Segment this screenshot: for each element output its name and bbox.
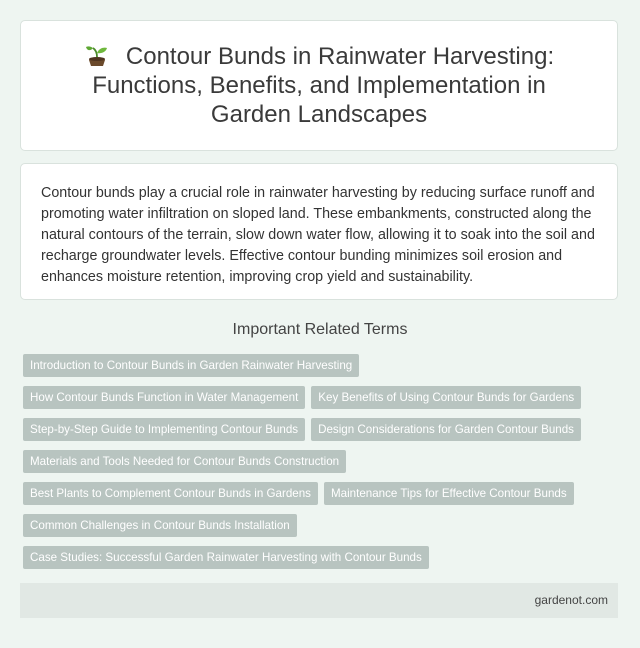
tag-how-function[interactable]: How Contour Bunds Function in Water Management (23, 386, 305, 409)
sprout-icon (84, 43, 110, 67)
tag-step-by-step[interactable]: Step-by-Step Guide to Implementing Contour Bunds (23, 418, 305, 441)
tag-row (23, 482, 623, 514)
tag-key-benefits[interactable]: Key Benefits of Using Contour Bunds for Gardens (311, 386, 581, 409)
tag-row (23, 354, 623, 386)
related-tags (23, 354, 623, 578)
tag-maintenance-tips[interactable]: Maintenance Tips for Effective Contour Bunds (324, 482, 574, 505)
tag-row (23, 546, 623, 578)
tag-best-plants[interactable]: Best Plants to Complement Contour Bunds in Gardens (23, 482, 318, 505)
tag-materials-tools[interactable]: Materials and Tools Needed for Contour Bunds Construction (23, 450, 346, 473)
tag-design-considerations[interactable]: Design Considerations for Garden Contour Bunds (311, 418, 581, 441)
tag-row (23, 418, 623, 450)
footer-site-link[interactable]: gardenot.com (534, 593, 608, 607)
page-title (51, 42, 587, 129)
summary-card (20, 163, 618, 300)
tag-introduction[interactable]: Introduction to Contour Bunds in Garden Rainwater Harvesting (23, 354, 359, 377)
tag-row (23, 514, 623, 546)
tag-case-studies[interactable]: Case Studies: Successful Garden Rainwater Harvesting with Contour Bunds (23, 546, 429, 569)
summary-text: Contour bunds play a crucial role in rainwater harvesting by reducing surface runoff and promoting water infiltration on sloped land. These embankments, constructed along the natural contours of the terrain, slow down water flow, allowing it to soak into the soil and recharge groundwater levels. Effective contour bunding minimizes soil erosion and enhances moisture retention, improving crop yield and sustainability. (41, 185, 595, 285)
page-title-text: Contour Bunds in Rainwater Harvesting: Functions, Benefits, and Implementation in Garden Landscapes (92, 43, 555, 128)
footer (20, 583, 618, 618)
tag-row (23, 386, 623, 418)
tag-row (23, 450, 623, 482)
related-terms-heading: Important Related Terms (232, 321, 408, 338)
title-card (20, 20, 618, 151)
tag-common-challenges[interactable]: Common Challenges in Contour Bunds Installation (23, 514, 297, 537)
